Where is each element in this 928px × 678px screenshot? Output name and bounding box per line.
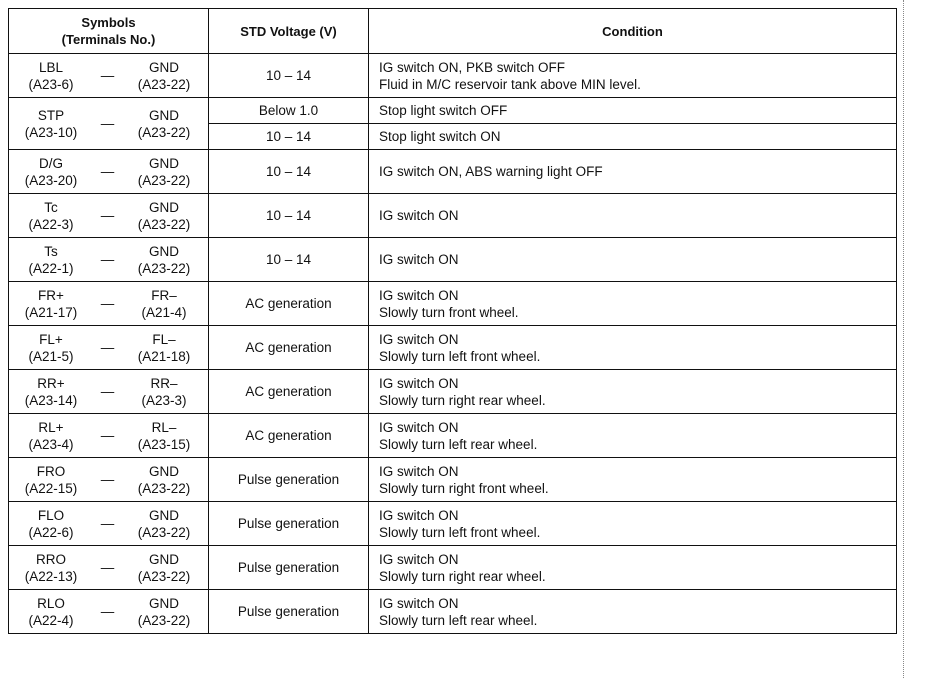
- header-terminals-label: (Terminals No.): [61, 32, 156, 47]
- condition-line: Fluid in M/C reservoir tank above MIN level.: [379, 76, 641, 92]
- symbol-cell: [9, 546, 209, 590]
- symbol-cell: [9, 98, 209, 150]
- terminal-number: (A23-22): [137, 480, 191, 496]
- table-row: [9, 546, 897, 590]
- condition-line: IG switch ON: [379, 507, 459, 523]
- symbol-cell: [9, 238, 209, 282]
- condition-cell: [369, 502, 897, 546]
- condition-line: IG switch ON: [379, 331, 459, 347]
- condition-cell: [369, 282, 897, 326]
- terminal-symbol: Ts: [44, 243, 58, 259]
- terminal-number: (A23-22): [137, 216, 191, 232]
- terminal-separator: —: [100, 68, 115, 83]
- terminal-separator: —: [100, 428, 115, 443]
- table-row: [9, 458, 897, 502]
- terminal-number: (A23-22): [137, 524, 191, 540]
- header-symbols-label: Symbols: [81, 15, 136, 30]
- terminal-symbol: GND: [149, 507, 179, 523]
- terminal-symbol: FR+: [38, 287, 64, 303]
- terminal-number: (A21-5): [28, 348, 74, 364]
- terminal-separator: —: [100, 164, 115, 179]
- terminal-symbol: GND: [149, 59, 179, 75]
- terminal-symbol: GND: [149, 463, 179, 479]
- condition-line: IG switch ON: [379, 252, 459, 267]
- terminal-symbol: RR+: [37, 375, 65, 391]
- condition-cell: [369, 546, 897, 590]
- voltage-cell: Pulse generation: [209, 458, 369, 502]
- terminal-symbol: STP: [37, 107, 65, 123]
- terminal-number: (A23-20): [24, 172, 78, 188]
- terminal-symbol: GND: [149, 243, 179, 259]
- terminal-symbol: RLO: [37, 595, 65, 611]
- table-row: [9, 54, 897, 98]
- voltage-cell: 10 – 14: [209, 150, 369, 194]
- condition-line: Slowly turn left rear wheel.: [379, 436, 538, 452]
- terminal-number: (A23-22): [137, 124, 191, 140]
- condition-cell: [369, 238, 897, 282]
- header-condition: Condition: [369, 9, 897, 54]
- condition-line: IG switch ON, ABS warning light OFF: [379, 164, 603, 179]
- header-voltage: STD Voltage (V): [209, 9, 369, 54]
- terminal-number: (A23-22): [137, 568, 191, 584]
- terminal-number: (A23-22): [137, 76, 191, 92]
- condition-line: Slowly turn right rear wheel.: [379, 568, 546, 584]
- terminal-number: (A21-4): [141, 304, 187, 320]
- terminal-separator: —: [100, 116, 115, 131]
- symbol-cell: [9, 326, 209, 370]
- table-row: [9, 150, 897, 194]
- symbol-cell: [9, 150, 209, 194]
- terminal-number: (A23-4): [28, 436, 74, 452]
- voltage-cell: 10 – 14: [209, 238, 369, 282]
- condition-cell: [369, 590, 897, 634]
- condition-cell: [369, 458, 897, 502]
- condition-line: IG switch ON: [379, 419, 459, 435]
- symbol-cell: [9, 458, 209, 502]
- symbol-cell: [9, 414, 209, 458]
- terminal-number: (A23-14): [24, 392, 78, 408]
- table-row: [9, 502, 897, 546]
- condition-line: Stop light switch OFF: [379, 103, 508, 118]
- terminal-separator: —: [100, 252, 115, 267]
- condition-line: IG switch ON: [379, 595, 459, 611]
- condition-cell: [369, 370, 897, 414]
- voltage-cell: AC generation: [209, 326, 369, 370]
- terminal-symbol: GND: [149, 199, 179, 215]
- terminal-separator: —: [100, 604, 115, 619]
- terminal-number: (A21-17): [24, 304, 78, 320]
- voltage-cell: AC generation: [209, 414, 369, 458]
- terminal-number: (A21-18): [137, 348, 191, 364]
- terminal-number: (A23-6): [28, 76, 74, 92]
- condition-line: Slowly turn left front wheel.: [379, 348, 541, 364]
- table-body: [9, 54, 897, 634]
- voltage-cell: AC generation: [209, 282, 369, 326]
- voltage-cell: AC generation: [209, 370, 369, 414]
- table-row: [9, 326, 897, 370]
- symbol-cell: [9, 590, 209, 634]
- voltage-cell: 10 – 14: [209, 54, 369, 98]
- voltage-spec-sheet: [8, 8, 897, 634]
- symbol-cell: [9, 502, 209, 546]
- terminal-number: (A22-4): [28, 612, 74, 628]
- voltage-cell: 10 – 14: [209, 124, 369, 150]
- terminal-number: (A23-22): [137, 612, 191, 628]
- terminal-separator: —: [100, 384, 115, 399]
- condition-line: Slowly turn right rear wheel.: [379, 392, 546, 408]
- condition-line: IG switch ON: [379, 375, 459, 391]
- terminal-number: (A22-3): [28, 216, 74, 232]
- terminal-separator: —: [100, 472, 115, 487]
- header-symbols: [9, 9, 209, 54]
- table-row: [9, 98, 897, 124]
- terminal-number: (A23-22): [137, 172, 191, 188]
- condition-line: Slowly turn front wheel.: [379, 304, 519, 320]
- terminal-symbol: FL+: [39, 331, 63, 347]
- condition-line: IG switch ON: [379, 208, 459, 223]
- header-row: [9, 9, 897, 54]
- terminal-symbol: FRO: [36, 463, 66, 479]
- terminal-symbol: GND: [149, 595, 179, 611]
- terminal-symbol: GND: [149, 155, 179, 171]
- voltage-cell: 10 – 14: [209, 194, 369, 238]
- terminal-separator: —: [100, 340, 115, 355]
- terminal-symbol: D/G: [38, 155, 63, 171]
- terminal-symbol: RRO: [36, 551, 66, 567]
- terminal-number: (A23-3): [141, 392, 187, 408]
- condition-line: Slowly turn right front wheel.: [379, 480, 549, 496]
- terminal-number: (A23-22): [137, 260, 191, 276]
- table-row: [9, 282, 897, 326]
- voltage-cell: Pulse generation: [209, 546, 369, 590]
- condition-cell: [369, 150, 897, 194]
- terminal-symbol: RL+: [38, 419, 64, 435]
- terminal-symbol: LBL: [38, 59, 64, 75]
- terminal-symbol: FL–: [152, 331, 176, 347]
- terminal-number: (A22-13): [24, 568, 78, 584]
- condition-cell: [369, 124, 897, 150]
- terminal-number: (A23-15): [137, 436, 191, 452]
- table-row: [9, 414, 897, 458]
- terminal-number: (A22-15): [24, 480, 78, 496]
- terminal-separator: —: [100, 516, 115, 531]
- page-edge-divider: [903, 0, 904, 678]
- terminal-separator: —: [100, 560, 115, 575]
- condition-line: Stop light switch ON: [379, 129, 501, 144]
- condition-cell: [369, 414, 897, 458]
- voltage-cell: Pulse generation: [209, 590, 369, 634]
- condition-cell: [369, 194, 897, 238]
- terminal-separator: —: [100, 296, 115, 311]
- condition-line: IG switch ON: [379, 287, 459, 303]
- table-row: [9, 194, 897, 238]
- voltage-cell: Pulse generation: [209, 502, 369, 546]
- terminal-number: (A22-6): [28, 524, 74, 540]
- table-row: [9, 238, 897, 282]
- symbol-cell: [9, 194, 209, 238]
- condition-line: Slowly turn left front wheel.: [379, 524, 541, 540]
- terminal-number: (A22-1): [28, 260, 74, 276]
- terminal-symbol: GND: [149, 107, 179, 123]
- condition-line: IG switch ON, PKB switch OFF: [379, 59, 566, 75]
- terminal-symbol: RR–: [150, 375, 178, 391]
- terminal-voltage-table: [8, 8, 897, 634]
- voltage-cell: Below 1.0: [209, 98, 369, 124]
- terminal-symbol: FR–: [151, 287, 177, 303]
- condition-cell: [369, 326, 897, 370]
- terminal-separator: —: [100, 208, 115, 223]
- symbol-cell: [9, 282, 209, 326]
- terminal-symbol: FLO: [37, 507, 65, 523]
- terminal-symbol: RL–: [151, 419, 177, 435]
- symbol-cell: [9, 370, 209, 414]
- condition-cell: [369, 54, 897, 98]
- condition-cell: [369, 98, 897, 124]
- table-row: [9, 370, 897, 414]
- terminal-symbol: GND: [149, 551, 179, 567]
- table-row: [9, 590, 897, 634]
- symbol-cell: [9, 54, 209, 98]
- condition-line: IG switch ON: [379, 551, 459, 567]
- condition-line: Slowly turn left rear wheel.: [379, 612, 538, 628]
- terminal-symbol: Tc: [44, 199, 58, 215]
- condition-line: IG switch ON: [379, 463, 459, 479]
- terminal-number: (A23-10): [24, 124, 78, 140]
